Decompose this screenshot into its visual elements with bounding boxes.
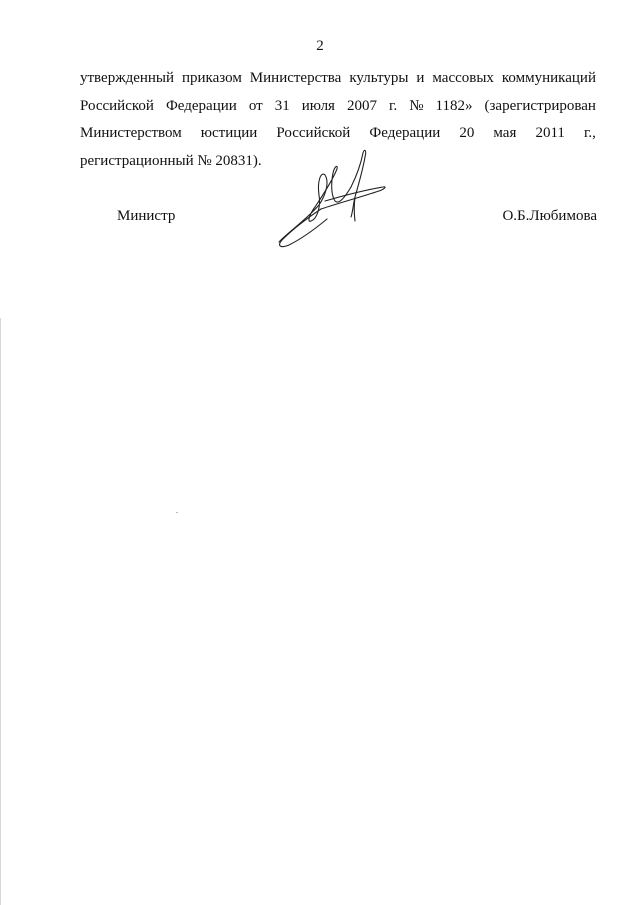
paragraph-line-3	[80, 120, 596, 148]
scan-edge-line	[0, 318, 1, 905]
word: массовых	[432, 70, 494, 86]
signer-name: О.Б.Любимова	[502, 208, 597, 224]
word: юстиции	[200, 125, 258, 142]
word: и	[416, 70, 425, 86]
word: культуры	[349, 70, 409, 86]
word: 20	[459, 125, 475, 142]
word: №	[409, 97, 424, 114]
word: регистрационный № 20831).	[80, 152, 262, 169]
word: от	[248, 97, 263, 114]
page-number: 2	[316, 38, 324, 54]
word: приказом	[182, 70, 242, 86]
word: 2011	[535, 125, 565, 142]
paragraph-line-1	[80, 65, 596, 93]
word: мая	[493, 125, 517, 142]
word: июля	[301, 97, 335, 114]
handwritten-signature	[275, 145, 390, 255]
scan-speck	[176, 512, 178, 513]
word: г.	[388, 97, 398, 114]
word: 2007	[346, 97, 377, 114]
word: коммуникаций	[501, 70, 596, 86]
word: Российской	[276, 125, 351, 142]
word: Российской	[80, 97, 154, 114]
word: Федерации	[369, 125, 441, 142]
word: Министерства	[249, 70, 342, 86]
word: (зарегистрирован	[484, 97, 596, 114]
word: г.,	[583, 125, 596, 142]
word: Министерством	[80, 125, 182, 142]
word: 1182»	[435, 97, 473, 114]
word: Федерации	[165, 97, 237, 114]
signer-title: Министр	[117, 208, 176, 224]
paragraph-line-2	[80, 93, 596, 121]
word: утвержденный	[80, 70, 175, 86]
word: 31	[274, 97, 290, 114]
